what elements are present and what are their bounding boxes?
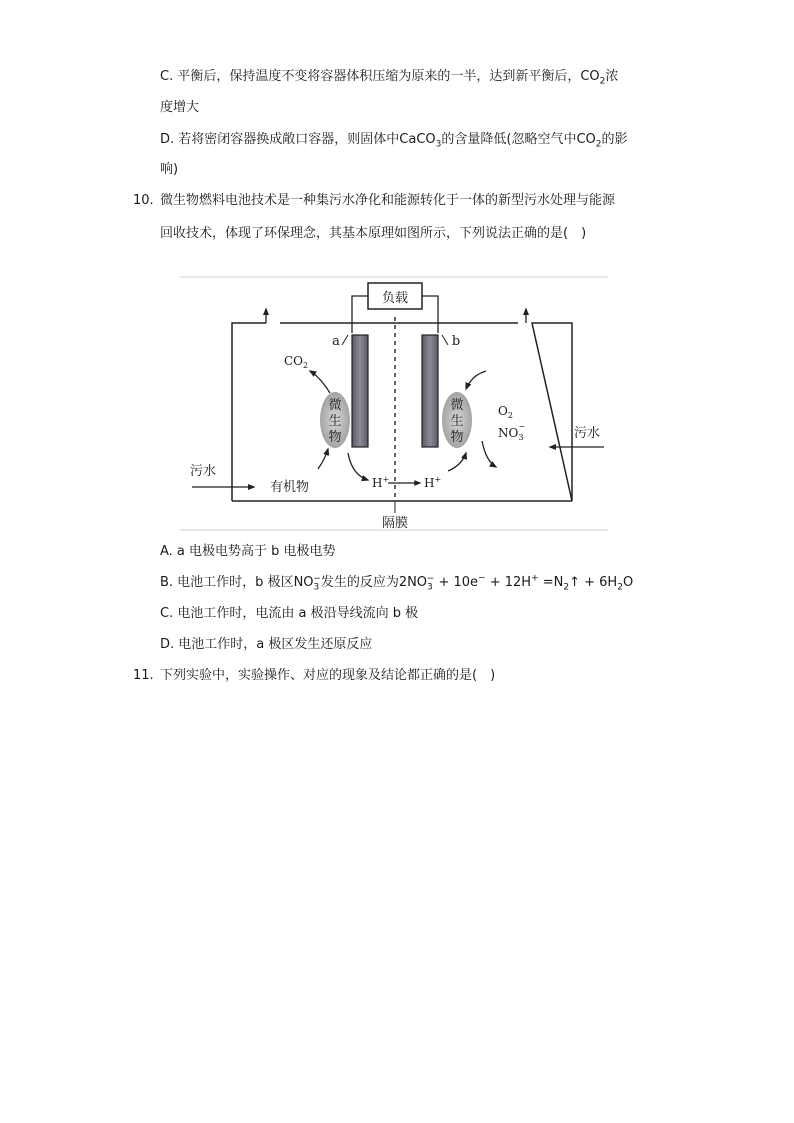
no3-label: $NO_3-$ bbox=[498, 422, 526, 442]
q10-number: 10. bbox=[133, 193, 154, 208]
wire-left bbox=[352, 296, 368, 333]
q10-option-b-text-mid3: + 12H bbox=[485, 575, 532, 590]
microbe-left-char-1: 微 bbox=[328, 398, 342, 413]
q9-option-d-text: D. 若将密闭容器换成敞口容器，则固体中CaCO bbox=[160, 132, 436, 147]
organic-arrow bbox=[318, 449, 328, 469]
sewage-left-label: 污水 bbox=[190, 464, 217, 479]
no3-arrow bbox=[482, 441, 496, 467]
sewage-right-label: 污水 bbox=[574, 426, 601, 441]
subscript: 2 bbox=[599, 76, 606, 87]
hplus-left-arrow bbox=[348, 453, 368, 480]
q10-stem-line2: 回收技术，体现了环保理念，其基本原理如图所示，下列说法正确的是( ) bbox=[160, 226, 587, 241]
subscript: 3 bbox=[427, 582, 433, 593]
co2-label: $CO_2$ bbox=[284, 354, 309, 370]
subscript: 2 bbox=[563, 582, 570, 593]
electrode-a-leader bbox=[342, 335, 348, 345]
electrode-a bbox=[352, 335, 368, 447]
electrode-b-label: b bbox=[451, 334, 461, 349]
co2-arrow bbox=[310, 371, 330, 393]
q9-option-d-text-mid: 的含量降低(忽略空气中CO bbox=[441, 132, 596, 147]
superscript: + bbox=[531, 573, 539, 584]
q9-option-d-text-end: 的影 bbox=[601, 132, 628, 147]
q10-option-b-text-end: O bbox=[622, 575, 634, 590]
q10-stem-line1: 微生物燃料电池技术是一种集污水净化和能源转化于一体的新型污水处理与能源 bbox=[160, 193, 616, 208]
superscript: − bbox=[478, 573, 486, 584]
q11-number: 11. bbox=[133, 668, 154, 683]
q10-option-b-text-mid5: ↑ + 6H bbox=[569, 575, 618, 590]
q10-option-b-text-mid4: =N bbox=[538, 575, 564, 590]
subscript: 2 bbox=[617, 582, 623, 593]
q9-option-c-text: C. 平衡后，保持温度不变将容器体积压缩为原来的一半，达到新平衡后，CO bbox=[160, 69, 600, 84]
q11-stem: 下列实验中，实验操作、对应的现象及结论都正确的是( ) bbox=[160, 668, 496, 683]
subscript: 3 bbox=[313, 582, 320, 593]
electrode-a-label: a bbox=[332, 334, 340, 349]
q9-option-d-line2: 响) bbox=[160, 162, 179, 177]
hplus-right-label: H+ bbox=[424, 475, 442, 490]
microbe-right-char-1: 微 bbox=[450, 398, 464, 413]
hplus-left-label: H+ bbox=[372, 475, 390, 490]
subscript: 2 bbox=[595, 139, 602, 150]
q10-option-b-text: B. 电池工作时，b 极区NO bbox=[160, 575, 314, 590]
o2-label: $O_2$ bbox=[498, 404, 513, 420]
superscript: − bbox=[426, 573, 435, 584]
wire-right bbox=[422, 296, 438, 333]
electrode-b-leader bbox=[442, 335, 448, 345]
q9-option-c-text-end: 浓 bbox=[605, 69, 619, 84]
organic-label: 有机物 bbox=[270, 480, 310, 495]
q10-option-b-text-mid: 发生的反应为2NO bbox=[320, 575, 428, 590]
subscript: 3 bbox=[435, 139, 442, 150]
microbe-left-char-2: 生 bbox=[328, 414, 342, 429]
cell-container bbox=[232, 323, 572, 501]
q10-option-a: A. a 电极电势高于 b 电极电势 bbox=[160, 544, 336, 559]
microbe-left-char-3: 物 bbox=[328, 430, 342, 445]
electrode-b bbox=[422, 335, 438, 447]
q10-option-b-text-mid2: + 10e bbox=[434, 575, 479, 590]
q9-option-c-line2: 度增大 bbox=[160, 100, 200, 115]
o2-arrow bbox=[466, 371, 486, 389]
membrane-label: 隔膜 bbox=[381, 516, 409, 531]
microbe-right-char-2: 生 bbox=[450, 414, 464, 429]
hplus-to-microbe-arrow bbox=[448, 453, 466, 471]
q9-option-c bbox=[160, 68, 618, 86]
microbe-right-char-3: 物 bbox=[450, 430, 464, 445]
superscript: − bbox=[313, 573, 321, 584]
battery-diagram bbox=[180, 275, 608, 533]
q10-option-b bbox=[160, 574, 633, 592]
load-label: 负载 bbox=[381, 291, 409, 306]
q10-option-d: D. 电池工作时，a 极区发生还原反应 bbox=[160, 637, 373, 652]
q10-option-c: C. 电池工作时，电流由 a 极沿导线流向 b 极 bbox=[160, 606, 419, 621]
q9-option-d bbox=[160, 131, 628, 149]
